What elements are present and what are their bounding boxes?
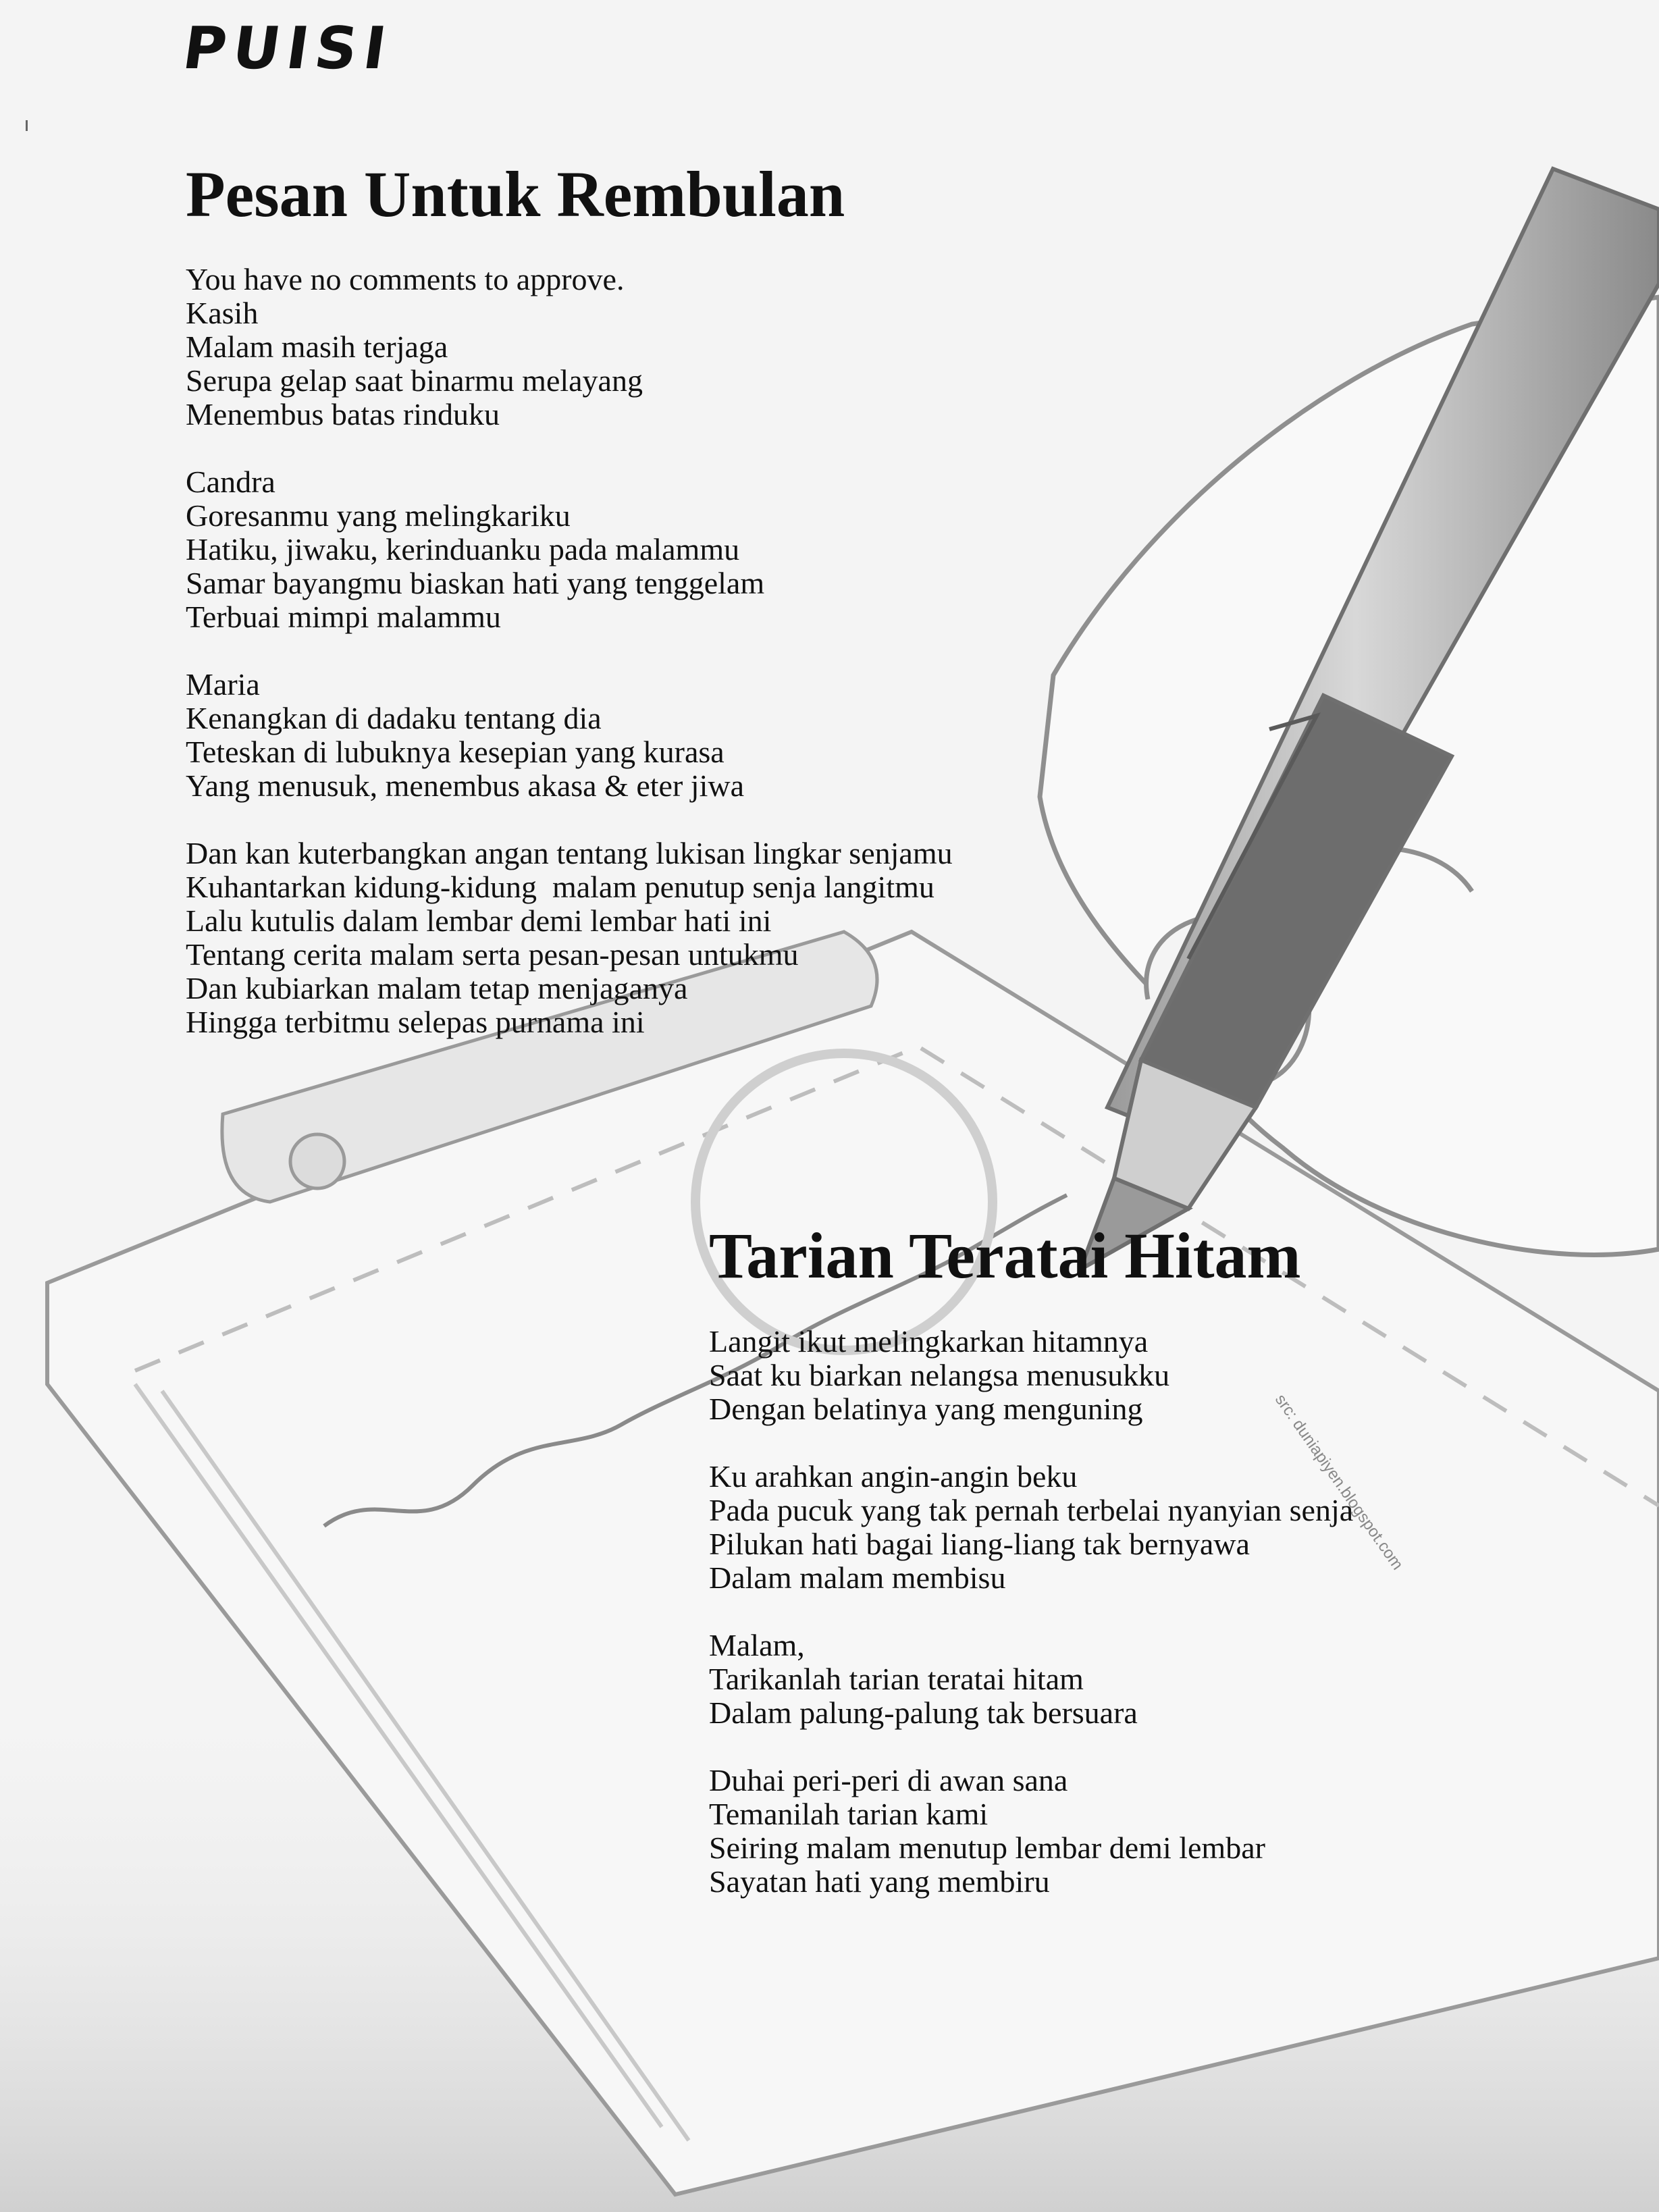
stanza [186,465,953,634]
stanza [709,1460,1353,1595]
poem-line: Duhai peri-peri di awan sana [709,1763,1068,1797]
stanza [186,837,953,1039]
poem-line: Kasih [186,296,259,330]
poem-line: You have no comments to approve. [186,262,625,296]
poem-line: Teteskan di lubuknya kesepian yang kurasa [186,735,725,769]
poem-line: Seiring malam menutup lembar demi lembar [709,1831,1265,1865]
stanza [709,1325,1353,1426]
poem-line: Ku arahkan angin-angin beku [709,1459,1078,1494]
poem-line: Pada pucuk yang tak pernah terbelai nyanyian senja [709,1493,1354,1527]
poem-body-pesan-untuk-rembulan [186,263,953,1039]
poem-title-tarian-teratai-hitam: Tarian Teratai Hitam [709,1219,1301,1292]
poem-line: Dan kubiarkan malam tetap menjaganya [186,971,688,1005]
poem-line: Serupa gelap saat binarmu melayang [186,363,643,398]
poem-line: Kuhantarkan kidung-kidung malam penutup senja langitmu [186,870,934,904]
poem-line: Candra [186,465,275,499]
poem-line: Temanilah tarian kami [709,1797,989,1831]
stanza [709,1629,1353,1730]
poem-line: Kenangkan di dadaku tentang dia [186,701,602,735]
poem-line: Hingga terbitmu selepas purnama ini [186,1005,645,1039]
poem-line: Hatiku, jiwaku, kerinduanku pada malammu [186,532,740,567]
poem-line: Langit ikut melingkarkan hitamnya [709,1324,1149,1359]
stanza [186,263,953,431]
poem-title-pesan-untuk-rembulan: Pesan Untuk Rembulan [186,158,845,230]
stanza [186,668,953,803]
stanza [709,1764,1353,1899]
poem-line: Dengan belatinya yang menguning [709,1392,1143,1426]
poem-line: Malam masih terjaga [186,330,448,364]
poem-line: Menembus batas rinduku [186,397,500,431]
poem-line: Yang menusuk, menembus akasa & eter jiwa [186,768,744,803]
poem-line: Tentang cerita malam serta pesan-pesan untukmu [186,937,799,972]
poem-line: Maria [186,667,260,702]
poem-line: Terbuai mimpi malammu [186,600,501,634]
poem-line: Saat ku biarkan nelangsa menusukku [709,1358,1170,1392]
poem-line: Goresanmu yang melingkariku [186,498,571,533]
poem-line: Dalam palung-palung tak bersuara [709,1695,1138,1730]
poem-line: Tarikanlah tarian teratai hitam [709,1662,1084,1696]
poem-line: Pilukan hati bagai liang-liang tak bernyawa [709,1527,1250,1561]
poem-line: Samar bayangmu biaskan hati yang tenggelam [186,566,765,600]
puisi-logo: PUISI [178,15,397,82]
margin-mark [26,120,28,131]
image-credit: src: duniapiyen.blogspot.com [1271,1391,1407,1574]
poem-line: Dan kan kuterbangkan angan tentang lukisan lingkar senjamu [186,836,953,870]
poem-line: Malam, [709,1628,805,1662]
poem-body-tarian-teratai-hitam [709,1325,1353,1899]
poem-line: Sayatan hati yang membiru [709,1864,1050,1899]
poem-line: Dalam malam membisu [709,1560,1006,1595]
poem-line: Lalu kutulis dalam lembar demi lembar hati ini [186,903,772,938]
